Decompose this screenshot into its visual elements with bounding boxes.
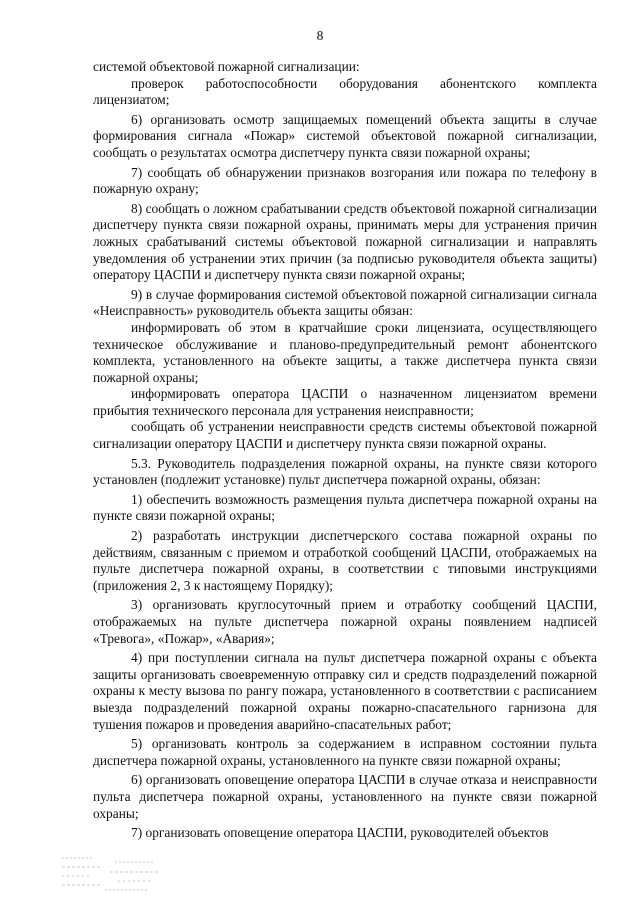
paragraph-inform-licensee: информировать об этом в кратчайшие сроки лицензиата, осуществляющего техническое обслуживание и планово-предупредительный ремонт абонентского комплекта, установленного на объекте защиты, а также диспетчера пункта связи пожарной охраны; [93,319,597,385]
paragraph-5-3-item-3: 3) организовать круглосуточный прием и отработку сообщений ЦАСПИ, отображаемых на пульте диспетчера пожарной охраны появлением надписей «Тревога», «Пожар», «Авария»; [93,597,597,646]
paragraph-5-3-item-4: 4) при поступлении сигнала на пульт диспетчера пожарной охраны с объекта защиты организовать своевременную отправку сил и средств подразделений пожарной охраны к месту вызова по рангу пожара, установленного в соответствии с расписанием выезда подразделений пожарной охраны пожарно-спасательного гарнизона для тушения пожаров и проведения аварийно-спасательных работ; [93,650,597,732]
document-body [93,59,597,842]
paragraph-5-3-item-1: 1) обеспечить возможность размещения пульта диспетчера пожарной охраны на пункте связи пожарной охраны; [93,491,597,524]
page-number: 8 [316,28,324,43]
paragraph-item-7: 7) сообщать об обнаружении признаков возгорания или пожара по телефону в пожарную охрану; [93,164,597,197]
paragraph-item-6: 6) организовать осмотр защищаемых помещений объекта защиты в случае формирования сигнала «Пожар» системой объектовой пожарной сигнализации, сообщать о результатах осмотра диспетчеру пункта связи пожарной охраны; [93,111,597,160]
paragraph-inform-operator: информировать оператора ЦАСПИ о назначенном лицензиатом времени прибытия технического персонала для устранения неисправности; [93,386,597,418]
faint-stamp-mark [60,852,165,894]
paragraph-section-5-3: 5.3. Руководитель подразделения пожарной охраны, на пункте связи которого установлен (подлежит установке) пульт диспетчера пожарной охраны, обязан: [93,455,597,488]
paragraph-5-3-item-7: 7) организовать оповещение оператора ЦАСПИ, руководителей объектов [131,825,549,841]
paragraph-continuation: системой объектовой пожарной сигнализации: [93,59,360,74]
paragraph-5-3-item-5: 5) организовать контроль за содержанием в исправном состоянии пульта диспетчера пожарной охраны, установленного на пункте связи пожарной охраны; [93,736,597,768]
paragraph-item-8: 8) сообщать о ложном срабатывании средств объектовой пожарной сигнализации диспетчеру пункта связи пожарной охраны, принимать меры для устранения причин ложных срабатываний системы объектовой пожарной сигнализации и направлять уведомления об устранении этих причин (за подписью руководителя объекта защиты) оператору ЦАСПИ и диспетчеру пункта связи пожарной охраны; [93,200,597,283]
paragraph-5-3-item-2: 2) разработать инструкции диспетчерского состава пожарной охраны по действиям, связанным с приемом и отработкой сообщений ЦАСПИ, отображаемых на пульте диспетчера пожарной охраны, в соответствии с типовыми инструкциями (приложения 2, 3 к настоящему Порядку); [93,528,597,593]
paragraph-item-9: 9) в случае формирования системой объектовой пожарной сигнализации сигнала «Неисправность» руководитель объекта защиты обязан: [93,286,597,319]
paragraph-report-fix: сообщать об устранении неисправности средств системы объектовой пожарной сигнализации оператору ЦАСПИ и диспетчеру пункта связи пожарной охраны. [93,419,597,452]
paragraph-5-3-item-6: 6) организовать оповещение оператора ЦАСПИ в случае отказа и неисправности пульта диспетчера пожарной охраны, установленного на пункте связи пожарной охраны; [93,772,597,821]
paragraph-checks: проверок работоспособности оборудования абонентского комплекта лицензиатом; [93,75,597,108]
